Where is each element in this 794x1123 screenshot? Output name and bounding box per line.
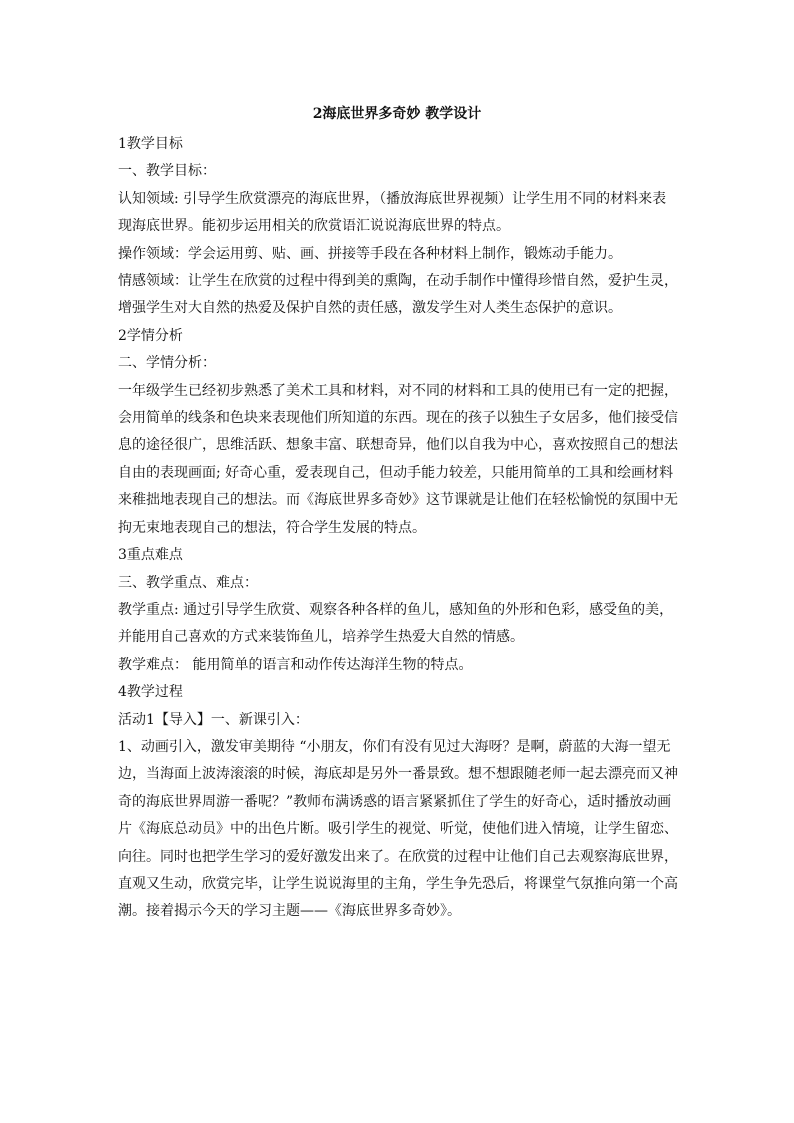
paragraph-cognitive-domain: 认知领域: 引导学生欣赏漂亮的海底世界，（播放海底世界视频）让学生用不同的材料来表现海底世界。能初步运用相关的欣赏语汇说说海底世界的特点。 [118,190,667,235]
section-heading-key-points: 3重点难点 [118,547,183,564]
paragraph-operation-domain: 操作领域：学会运用剪、贴、画、拼接等手段在各种材料上制作，锻炼动手能力。 [118,245,622,262]
paragraph-difficulty: 教学难点： 能用简单的语言和动作传达海洋生物的特点。 [118,656,473,673]
paragraph-key-point: 教学重点: 通过引导学生欣赏、观察各种各样的鱼儿，感知鱼的外形和色彩，感受鱼的美，并能用自己喜欢的方式来装饰鱼儿，培养学生热爱大自然的情感。 [118,601,674,646]
subheading-objectives: 一、教学目标： [118,163,216,180]
paragraph-emotion-domain: 情感领域：让学生在欣赏的过程中得到美的熏陶，在动手制作中懂得珍惜自然，爱护生灵，增强学生对大自然的热爱及保护自然的责任感，激发学生对人类生态保护的意识。 [118,273,678,317]
section-heading-process: 4教学过程 [118,684,183,701]
activity-heading: 活动1【导入】一、新课引入： [118,711,309,728]
section-heading-analysis: 2学情分析 [118,327,183,344]
paragraph-introduction: 1、动画引入，激发审美期待 “小朋友，你们有没有见过大海呀？是啊，蔚蓝的大海一望无边，当海面上波涛滚滚的时候，海底却是另外一番景致。想不想跟随老师一起去漂亮而又神奇的海底世界周游一番呢？”教师布满诱惑的语言紧紧抓住了学生的好奇心，适时播放动画片《海底总动员》中的出色片断。吸引学生的视觉、听觉，使他们进入情境，让学生留恋、向往。同时也把学生学习的爱好激发出来了。在欣赏的过程中让他们自己去观察海底世界，直观又生动，欣赏完毕，让学生说说海里的主角，学生争先恐后，将课堂气氛推向第一个高潮。接着揭示今天的学习主题——《海底世界多奇妙》。 [118,738,678,920]
document-body [118,131,678,926]
subheading-analysis: 二、学情分析： [118,355,216,372]
section-heading-objectives: 1教学目标 [118,136,183,152]
subheading-key-points: 三、教学重点、难点： [118,574,258,591]
paragraph-student-analysis: 一年级学生已经初步熟悉了美术工具和材料，对不同的材料和工具的使用已有一定的把握，会用简单的线条和色块来表现他们所知道的东西。现在的孩子以独生子女居多，他们接受信息的途径很广，思维活跃、想象丰富、联想奇异，他们以自我为中心，喜欢按照自己的想法自由的表现画面; 好奇心重，爱表现自己，但动手能力较差，只能用简单的工具和绘画材料来稚拙地表现自己的想法。而《海底世界多奇妙》这节课就是让他们在轻松愉悦的氛围中无拘无束地表现自己的想法，符合学生发展的特点。 [118,382,678,536]
document-title: 2海底世界多奇妙 教学设计 [312,106,482,122]
